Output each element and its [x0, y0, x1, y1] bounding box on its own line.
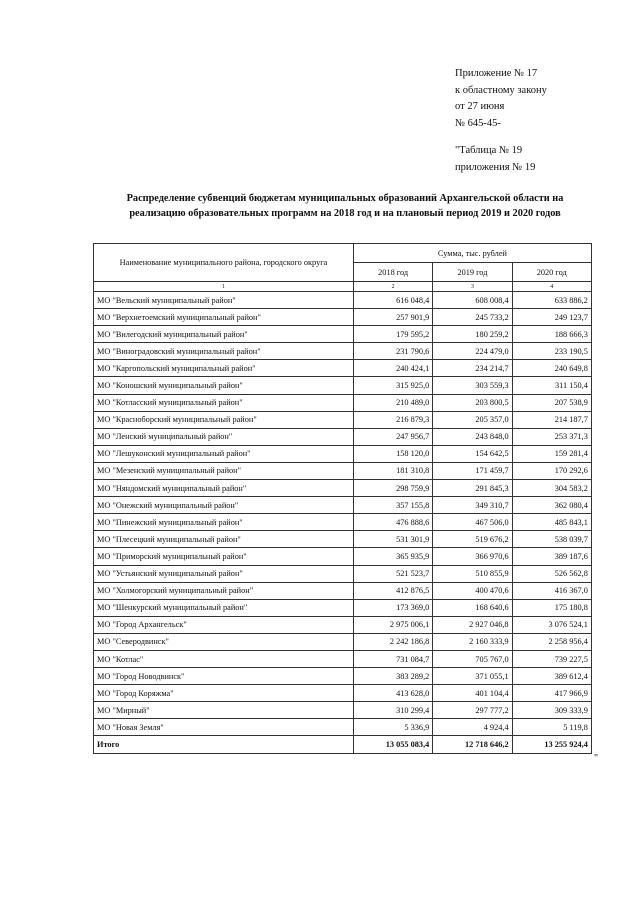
value-2018: 298 759,9 — [354, 480, 433, 497]
value-2019: 467 506,0 — [433, 514, 512, 531]
value-2018: 315 925,0 — [354, 377, 433, 394]
municipality-name: МО "Виноградовский муниципальный район" — [94, 343, 354, 360]
municipality-name: МО "Вилегодский муниципальный район" — [94, 326, 354, 343]
value-2019: 371 055,1 — [433, 668, 512, 685]
value-2019: 510 855,9 — [433, 565, 512, 582]
value-2019: 224 479,0 — [433, 343, 512, 360]
table-row — [94, 565, 592, 582]
municipality-name: МО "Мирный" — [94, 702, 354, 719]
municipality-name: МО "Онежский муниципальный район" — [94, 497, 354, 514]
municipality-name: МО "Плесецкий муниципальный район" — [94, 531, 354, 548]
municipality-name: МО "Город Новодвинск" — [94, 668, 354, 685]
header-index: 4 — [512, 282, 591, 292]
value-2018: 413 628,0 — [354, 685, 433, 702]
table-row — [94, 582, 592, 599]
value-2020: 304 583,2 — [512, 480, 591, 497]
value-2020: 416 367,0 — [512, 582, 591, 599]
title-line-1: Распределение субвенций бюджетам муниципальных образований Архангельской области на — [126, 193, 564, 204]
table-row — [94, 343, 592, 360]
total-2019: 12 718 646,2 — [433, 736, 512, 753]
total-label: Итого — [94, 736, 354, 753]
value-2018: 383 289,2 — [354, 668, 433, 685]
value-2020: 417 966,9 — [512, 685, 591, 702]
value-2020: 362 080,4 — [512, 497, 591, 514]
value-2018: 216 879,3 — [354, 411, 433, 428]
municipality-name: МО "Северодвинск" — [94, 633, 354, 650]
value-2019: 291 845,3 — [433, 480, 512, 497]
value-2019: 297 777,2 — [433, 702, 512, 719]
closing-quote: " — [594, 753, 599, 764]
value-2018: 357 155,8 — [354, 497, 433, 514]
value-2019: 180 259,2 — [433, 326, 512, 343]
table-row — [94, 394, 592, 411]
value-2020: 309 333,9 — [512, 702, 591, 719]
value-2019: 154 642,5 — [433, 445, 512, 462]
appendix-line: приложения № 19 — [455, 161, 536, 173]
value-2019: 171 459,7 — [433, 462, 512, 479]
table-row — [94, 411, 592, 428]
value-2020: 159 281,4 — [512, 445, 591, 462]
value-2019: 2 160 333,9 — [433, 633, 512, 650]
municipality-name: МО "Красноборский муниципальный район" — [94, 411, 354, 428]
value-2018: 181 310,8 — [354, 462, 433, 479]
municipality-name: МО "Коношский муниципальный район" — [94, 377, 354, 394]
appendix-line: № 645-45- — [455, 117, 501, 129]
municipality-name: МО "Приморский муниципальный район" — [94, 548, 354, 565]
appendix-line: от 27 июня — [455, 101, 505, 112]
header-index: 1 — [94, 282, 354, 292]
value-2019: 400 470,6 — [433, 582, 512, 599]
total-2020: 13 255 924,4 — [512, 736, 591, 753]
value-2020: 633 886,2 — [512, 292, 591, 309]
value-2020: 253 371,3 — [512, 428, 591, 445]
municipality-name: МО "Город Архангельск" — [94, 616, 354, 633]
value-2019: 234 214,7 — [433, 360, 512, 377]
subvention-table — [93, 243, 592, 754]
value-2020: 3 076 524,1 — [512, 616, 591, 633]
value-2019: 705 767,0 — [433, 650, 512, 667]
municipality-name: МО "Верхнетоемский муниципальный район" — [94, 309, 354, 326]
header-index: 3 — [433, 282, 512, 292]
header-year-2020: 2020 год — [512, 263, 591, 282]
table-row — [94, 428, 592, 445]
table-row — [94, 531, 592, 548]
municipality-name: МО "Устьянский муниципальный район" — [94, 565, 354, 582]
municipality-name: МО "Ленский муниципальный район" — [94, 428, 354, 445]
appendix-block — [455, 66, 630, 176]
table-row — [94, 599, 592, 616]
value-2019: 168 640,6 — [433, 599, 512, 616]
municipality-name: МО "Новая Земля" — [94, 719, 354, 736]
value-2018: 2 242 186,8 — [354, 633, 433, 650]
value-2019: 608 008,4 — [433, 292, 512, 309]
value-2018: 731 084,7 — [354, 650, 433, 667]
value-2018: 5 336,9 — [354, 719, 433, 736]
header-index-row — [94, 282, 592, 292]
value-2019: 303 559,3 — [433, 377, 512, 394]
table-row — [94, 292, 592, 309]
municipality-name: МО "Котлас" — [94, 650, 354, 667]
value-2020: 188 666,3 — [512, 326, 591, 343]
table-row — [94, 616, 592, 633]
value-2018: 231 790,6 — [354, 343, 433, 360]
value-2018: 179 595,2 — [354, 326, 433, 343]
municipality-name: МО "Вельский муниципальный район" — [94, 292, 354, 309]
value-2020: 311 150,4 — [512, 377, 591, 394]
value-2020: 170 292,6 — [512, 462, 591, 479]
value-2019: 2 927 046,8 — [433, 616, 512, 633]
value-2020: 175 180,8 — [512, 599, 591, 616]
header-sum: Сумма, тыс. рублей — [354, 244, 592, 263]
value-2020: 2 258 956,4 — [512, 633, 591, 650]
table-row — [94, 548, 592, 565]
value-2019: 245 733,2 — [433, 309, 512, 326]
value-2018: 247 956,7 — [354, 428, 433, 445]
header-index: 2 — [354, 282, 433, 292]
value-2018: 310 299,4 — [354, 702, 433, 719]
table-row — [94, 650, 592, 667]
value-2020: 214 187,7 — [512, 411, 591, 428]
value-2018: 521 523,7 — [354, 565, 433, 582]
value-2018: 257 901,9 — [354, 309, 433, 326]
value-2020: 526 562,8 — [512, 565, 591, 582]
value-2020: 5 119,8 — [512, 719, 591, 736]
table-row — [94, 480, 592, 497]
table-row — [94, 462, 592, 479]
value-2018: 2 975 006,1 — [354, 616, 433, 633]
value-2018: 365 935,9 — [354, 548, 433, 565]
appendix-line: "Таблица № 19 — [455, 145, 523, 156]
municipality-name: МО "Мезенский муниципальный район" — [94, 462, 354, 479]
header-name: Наименование муниципального района, городского округа — [94, 244, 354, 282]
table-row — [94, 309, 592, 326]
value-2020: 485 843,1 — [512, 514, 591, 531]
table-row — [94, 719, 592, 736]
value-2020: 240 649,8 — [512, 360, 591, 377]
value-2019: 243 848,0 — [433, 428, 512, 445]
value-2020: 207 538,9 — [512, 394, 591, 411]
appendix-line: Приложение № 17 — [455, 68, 538, 79]
value-2019: 205 357,0 — [433, 411, 512, 428]
appendix-line: к областному закону — [455, 84, 547, 96]
total-row — [94, 736, 592, 753]
value-2019: 519 676,2 — [433, 531, 512, 548]
table-row — [94, 514, 592, 531]
municipality-name: МО "Шенкурский муниципальный район" — [94, 599, 354, 616]
table-row — [94, 445, 592, 462]
value-2020: 389 187,6 — [512, 548, 591, 565]
value-2020: 739 227,5 — [512, 650, 591, 667]
total-2018: 13 055 083,4 — [354, 736, 433, 753]
table-row — [94, 685, 592, 702]
value-2018: 173 369,0 — [354, 599, 433, 616]
value-2018: 158 120,0 — [354, 445, 433, 462]
value-2018: 240 424,1 — [354, 360, 433, 377]
value-2019: 366 970,6 — [433, 548, 512, 565]
header-year-2018: 2018 год — [354, 263, 433, 282]
title-line-2: реализацию образовательных программ на 2018 год и на плановый период 2019 и 2020 годов — [129, 208, 561, 219]
value-2020: 249 123,7 — [512, 309, 591, 326]
value-2018: 531 301,9 — [354, 531, 433, 548]
table-row — [94, 668, 592, 685]
municipality-name: МО "Няндомский муниципальный район" — [94, 480, 354, 497]
value-2018: 210 489,0 — [354, 394, 433, 411]
value-2020: 389 612,4 — [512, 668, 591, 685]
municipality-name: МО "Котласский муниципальный район" — [94, 394, 354, 411]
value-2019: 349 310,7 — [433, 497, 512, 514]
municipality-name: МО "Город Коряжма" — [94, 685, 354, 702]
value-2020: 538 039,7 — [512, 531, 591, 548]
table-row — [94, 326, 592, 343]
municipality-name: МО "Пинежский муниципальный район" — [94, 514, 354, 531]
value-2018: 616 048,4 — [354, 292, 433, 309]
value-2019: 203 800,5 — [433, 394, 512, 411]
municipality-name: МО "Холмогорский муниципальный район" — [94, 582, 354, 599]
table-row — [94, 360, 592, 377]
value-2019: 401 104,4 — [433, 685, 512, 702]
municipality-name: МО "Каргопольский муниципальный район" — [94, 360, 354, 377]
municipality-name: МО "Лешуконский муниципальный район" — [94, 445, 354, 462]
table-row — [94, 633, 592, 650]
table-row — [94, 377, 592, 394]
value-2018: 476 888,6 — [354, 514, 433, 531]
document-title — [95, 191, 595, 221]
table-row — [94, 497, 592, 514]
table-body — [94, 292, 592, 736]
header-year-2019: 2019 год — [433, 263, 512, 282]
value-2019: 4 924,4 — [433, 719, 512, 736]
table-row — [94, 702, 592, 719]
value-2020: 233 190,5 — [512, 343, 591, 360]
value-2018: 412 876,5 — [354, 582, 433, 599]
